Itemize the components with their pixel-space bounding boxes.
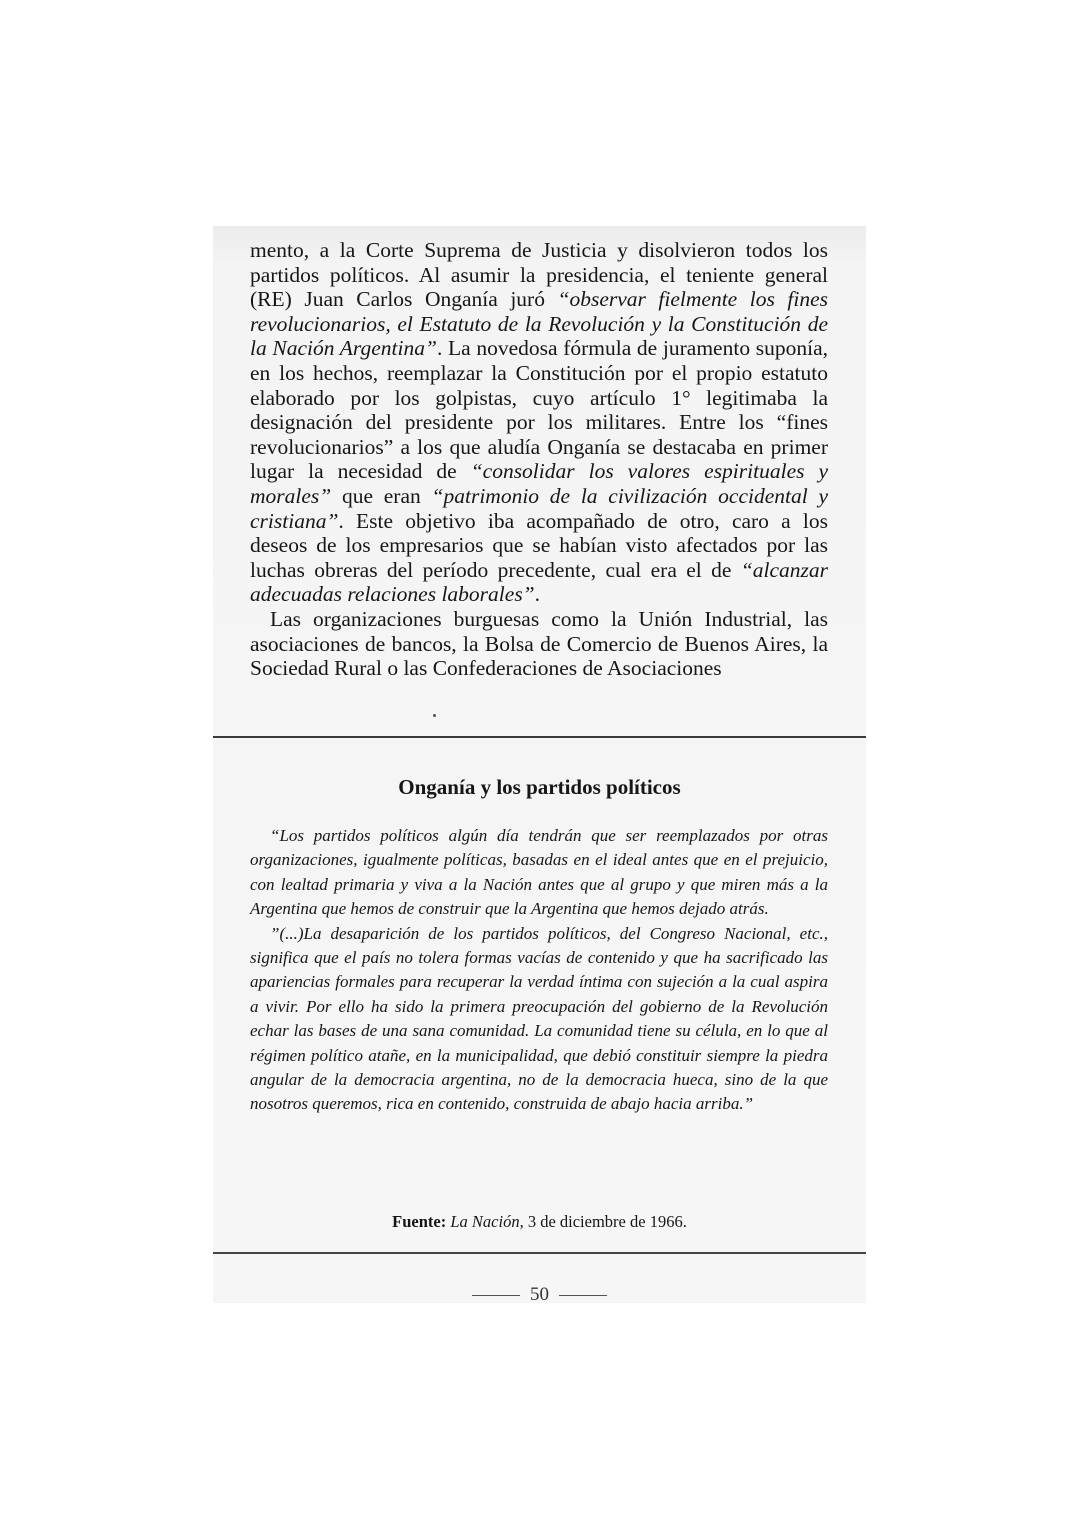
text-run: mento, a la Corte Suprema de Justicia y disolvieron todos los partidos políticos. Al asumir la presidencia, el teniente general (RE) Juan Carlos Onganía juró <box>250 238 828 312</box>
source-publication: La Nación <box>450 1212 520 1231</box>
text-run: que eran <box>331 483 432 508</box>
box-quote <box>250 824 828 1117</box>
quote-paragraph: “Los partidos políticos algún día tendrán que ser reemplazados por otras organizaciones, igualmente políticas, basadas en el ideal antes que en el prejuicio, con lealtad primaria y viva a la Nación antes que al grupo y que miren más a la Argentina que hemos de construir que la Argentina que hemos dejado atrás. <box>250 826 828 919</box>
text-run: . La novedosa fórmula de juramento suponía, en los hechos, reemplazar la Constitución por el propio estatuto elaborado por los golpistas, cuyo artículo 1° legitimaba la designación del presidente por los militares. Entre los “fines revolucionarios” a los que aludía Onganía se destacaba en primer lugar la necesidad de <box>250 336 828 484</box>
source-date: , 3 de diciembre de 1966. <box>519 1212 687 1231</box>
quoted-phrase: “patrimonio de la civilización occidental y cristiana” <box>250 483 828 533</box>
book-page <box>213 226 866 1303</box>
box-bottom-rule <box>213 1252 866 1254</box>
quote-paragraph: ”(...)La desaparición de los partidos políticos, del Congreso Nacional, etc., significa que el país no tolera formas vacías de contenido y que ha sacrificado las apariencias formales para recuperar la verdad íntima con sujeción a la cual aspira a vivir. Por ello ha sido la primera preocupación del gobierno de la Revolución echar las bases de una sana comunidad. La comunidad tiene su célula, en lo que al régimen político atañe, en la municipalidad, que debió constituir siempre la piedra angular de la democracia argentina, no de la democracia hueca, sino de la que nosotros queremos, rica en contenido, construida de abajo hacia arriba.” <box>250 923 828 1114</box>
box-top-rule <box>213 736 866 738</box>
page-number: 50 <box>530 1284 549 1305</box>
text-run: . <box>534 582 541 607</box>
box-title: Onganía y los partidos políticos <box>398 775 681 799</box>
paragraph: Las organizaciones burguesas como la Unión Industrial, las asociaciones de bancos, la Bolsa de Comercio de Buenos Aires, la Sociedad Rural o las Confederaciones de Asociaciones <box>250 606 828 681</box>
quoted-phrase: “alcanzar adecuadas relaciones laborales” <box>250 557 828 607</box>
box-source <box>213 1212 866 1232</box>
text-run: . Este objetivo iba acompañado de otro, caro a los deseos de los empresarios que se habían visto afectados por las luchas obreras del período precedente, cual era el de <box>250 508 828 582</box>
body-text <box>250 238 828 681</box>
folio-rule <box>472 1295 520 1296</box>
paragraph <box>250 238 828 607</box>
quoted-phrase: “consolidar los valores espirituales y morales” <box>250 459 829 508</box>
source-label: Fuente: <box>392 1212 447 1231</box>
page-folio <box>213 1284 866 1306</box>
quoted-oath: “observar fielmente los fines revolucionarios, el Estatuto de la Revolución y la Constitución de la Nación Argentina” <box>250 287 828 361</box>
folio-rule <box>559 1295 607 1296</box>
speck <box>433 714 436 717</box>
